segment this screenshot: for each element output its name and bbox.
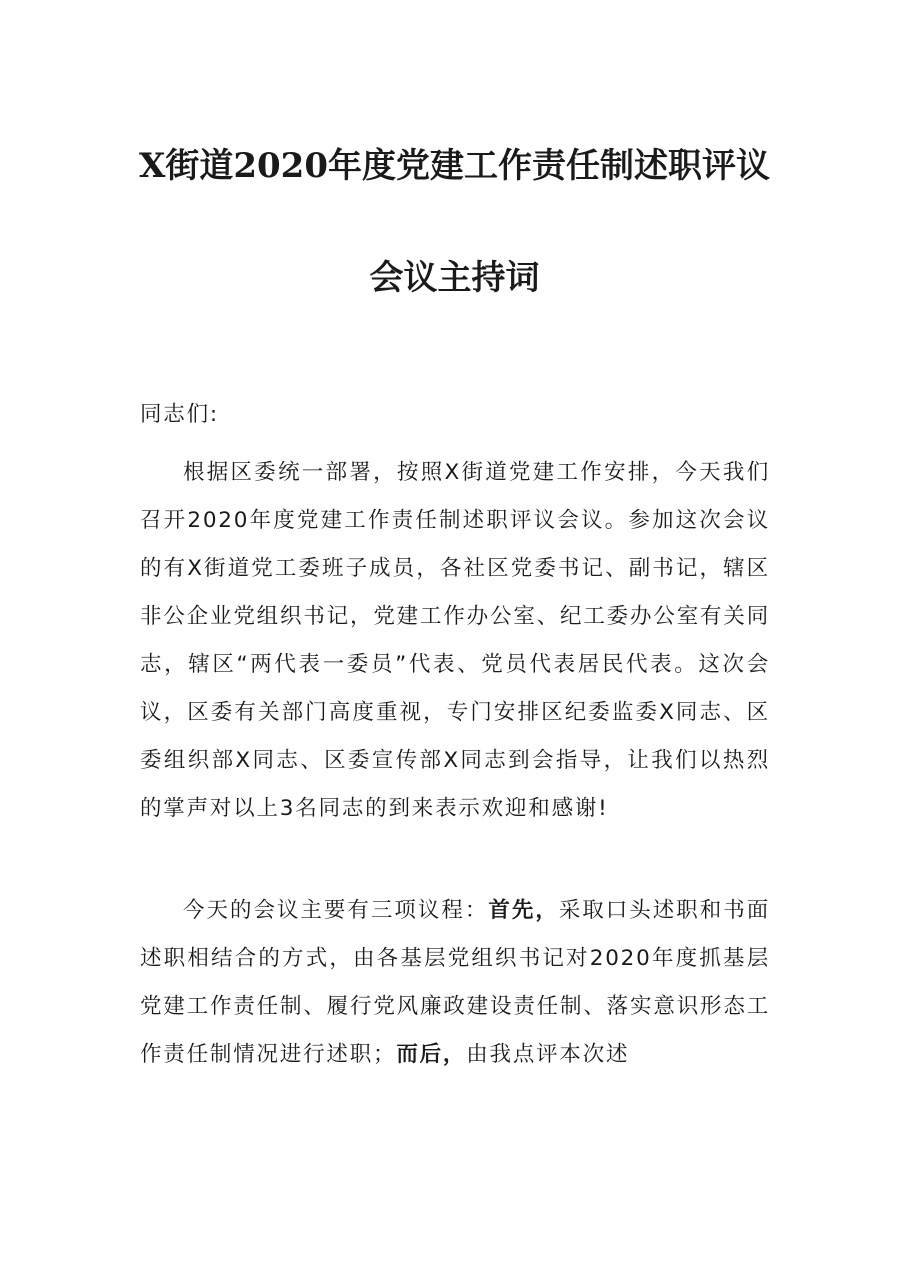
agenda-text-1: 今天的会议主要有三项议程：: [183, 898, 489, 923]
paragraph-intro: 根据区委统一部署，按照X街道党建工作安排，今天我们召开2020年度党建工作责任制述职评议会议。参加这次会议的有X街道党工委班子成员，各社区党委书记、副书记，辖区非公企业党组织书记，党建工作办公室、纪工委办公室有关同志，辖区“两代表一委员”代表、党员代表居民代表。这次会议，区委有关部门高度重视，专门安排区纪委监委X同志、区委组织部X同志、区委宣传部X同志到会指导，让我们以热烈的掌声对以上3名同志的到来表示欢迎和感谢!: [140, 460, 770, 821]
agenda-text-3: 由我点评本次述: [466, 1042, 630, 1067]
paragraph-agenda: [140, 887, 770, 1079]
agenda-bold-first: 首先，: [488, 898, 559, 923]
document-title-line-2: 会议主持词: [369, 258, 540, 298]
agenda-bold-then: 而后，: [396, 1042, 467, 1067]
salutation: 同志们:: [140, 402, 219, 427]
document-title-line-1: X街道2020年度党建工作责任制述职评议: [138, 146, 770, 186]
agenda-text-2: 采取口头述职和书面述职相结合的方式，由各基层党组织书记对2020年度抓基层党建工作责任制、履行党风廉政建设责任制、落实意识形态工作责任制情况进行述职；: [140, 898, 770, 1067]
